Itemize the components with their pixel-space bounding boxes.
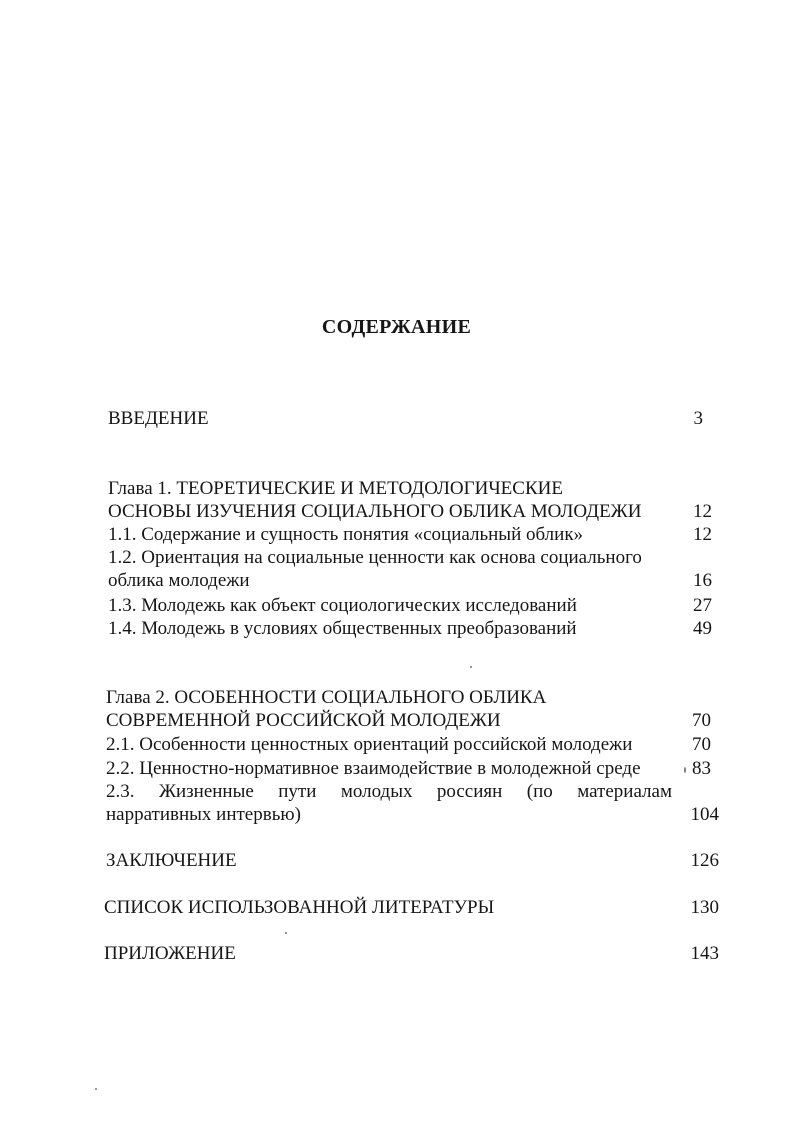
toc-section-1-4-page: 49 — [693, 618, 712, 639]
toc-section-1-1-page: 12 — [693, 524, 712, 545]
toc-section-2-3-label-line2: нарративных интервью) — [106, 804, 301, 825]
toc-section-2-3-label-line1: 2.3. Жизненные пути молодых россиян (по материалам — [106, 781, 672, 802]
toc-chapter2-page: 70 — [692, 710, 711, 731]
toc-section-1-3-label: 1.3. Молодежь как объект социологических исследований — [108, 595, 577, 616]
toc-section-1-2-page: 16 — [693, 570, 712, 591]
scan-speck — [95, 1088, 97, 1090]
toc-chapter1-title-line1: Глава 1. ТЕОРЕТИЧЕСКИЕ И МЕТОДОЛОГИЧЕСКИЕ — [108, 478, 563, 499]
toc-intro-page: 3 — [693, 408, 703, 429]
toc-appendix-page: 143 — [690, 943, 719, 964]
scan-speck — [684, 767, 686, 773]
toc-references-page: 130 — [690, 897, 719, 918]
scan-speck — [285, 932, 287, 934]
page-title: СОДЕРЖАНИЕ — [321, 316, 472, 338]
toc-section-1-2-label-line1: 1.2. Ориентация на социальные ценности как основа социального — [108, 547, 642, 568]
toc-chapter2-title-line1: Глава 2. ОСОБЕННОСТИ СОЦИАЛЬНОГО ОБЛИКА — [106, 687, 547, 708]
toc-section-2-3-page: 104 — [690, 804, 719, 825]
toc-section-2-1-page: 70 — [692, 734, 711, 755]
toc-section-2-2-label: 2.2. Ценностно-нормативное взаимодействие в молодежной среде — [106, 758, 641, 779]
toc-section-1-2-label-line2: облика молодежи — [108, 570, 250, 591]
toc-chapter1-title-line2: ОСНОВЫ ИЗУЧЕНИЯ СОЦИАЛЬНОГО ОБЛИКА МОЛОДЕЖИ — [108, 501, 642, 522]
toc-intro-label: ВВЕДЕНИЕ — [108, 408, 209, 429]
scan-speck — [470, 666, 472, 668]
toc-section-1-4-label: 1.4. Молодежь в условиях общественных преобразований — [108, 618, 577, 639]
toc-chapter1-page: 12 — [693, 501, 712, 522]
toc-conclusion-label: ЗАКЛЮЧЕНИЕ — [106, 850, 237, 871]
toc-section-1-3-page: 27 — [693, 595, 712, 616]
toc-section-1-1-label: 1.1. Содержание и сущность понятия «социальный облик» — [108, 524, 584, 545]
toc-chapter2-title-line2: СОВРЕМЕННОЙ РОССИЙСКОЙ МОЛОДЕЖИ — [106, 710, 501, 731]
toc-references-label: СПИСОК ИСПОЛЬЗОВАННОЙ ЛИТЕРАТУРЫ — [104, 897, 495, 918]
toc-section-2-1-label: 2.1. Особенности ценностных ориентаций российской молодежи — [106, 734, 633, 755]
toc-appendix-label: ПРИЛОЖЕНИЕ — [104, 943, 236, 964]
toc-conclusion-page: 126 — [690, 850, 719, 871]
toc-section-2-2-page: 83 — [692, 758, 711, 779]
